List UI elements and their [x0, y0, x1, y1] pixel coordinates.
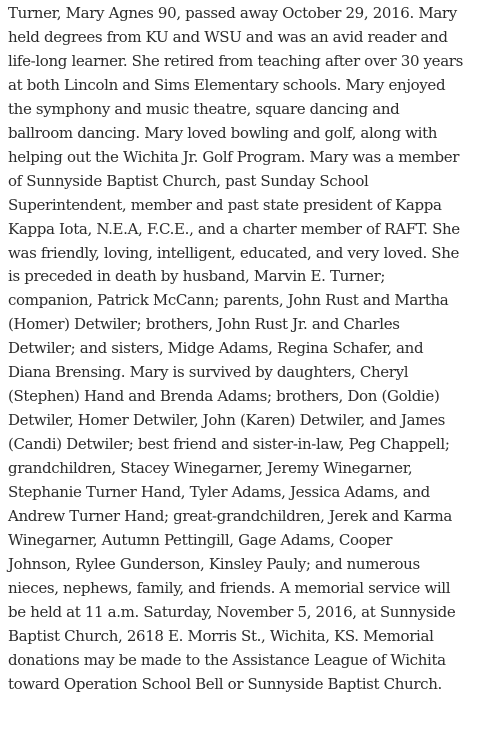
obituary-line: Kappa Iota, N.E.A, F.C.E., and a charter member of RAFT. She — [8, 219, 460, 238]
obituary-line: (Homer) Detwiler; brothers, John Rust Jr. and Charles — [8, 315, 400, 334]
obituary-line: toward Operation School Bell or Sunnyside Baptist Church. — [8, 674, 442, 693]
obituary-line: Diana Brensing. Mary is survived by daughters, Cheryl — [8, 363, 409, 382]
obituary-line: helping out the Wichita Jr. Golf Program. Mary was a member — [8, 147, 460, 166]
obituary-line: Detwiler, Homer Detwiler, John (Karen) Detwiler, and James — [8, 411, 445, 430]
obituary-line: be held at 11 a.m. Saturday, November 5, 2016, at Sunnyside — [8, 602, 456, 621]
obituary-line: life-long learner. She retired from teaching after over 30 years — [8, 51, 463, 70]
obituary-line: Winegarner, Autumn Pettingill, Gage Adams, Cooper — [8, 530, 393, 549]
obituary-line: nieces, nephews, family, and friends. A memorial service will — [8, 578, 451, 597]
obituary-text — [8, 2, 488, 697]
obituary-line: Turner, Mary Agnes 90, passed away October 29, 2016. Mary — [8, 4, 457, 22]
obituary-line: (Candi) Detwiler; best friend and sister-in-law, Peg Chappell; — [8, 435, 450, 454]
obituary-line: held degrees from KU and WSU and was an avid reader and — [8, 27, 448, 46]
obituary-line: Andrew Turner Hand; great-grandchildren, Jerek and Karma — [8, 507, 452, 526]
obituary-line: (Stephen) Hand and Brenda Adams; brothers, Don (Goldie) — [8, 387, 440, 406]
obituary-line: of Sunnyside Baptist Church, past Sunday School — [8, 171, 369, 190]
obituary-line: companion, Patrick McCann; parents, John Rust and Martha — [8, 291, 449, 310]
obituary-line: grandchildren, Stacey Winegarner, Jeremy Winegarner, — [8, 459, 413, 478]
obituary-line: donations may be made to the Assistance League of Wichita — [8, 650, 446, 669]
obituary-line: is preceded in death by husband, Marvin E. Turner; — [8, 267, 386, 286]
obituary-line: Johnson, Rylee Gunderson, Kinsley Pauly; and numerous — [8, 554, 420, 573]
obituary-line: was friendly, loving, intelligent, educated, and very loved. She — [8, 243, 460, 262]
obituary-line: Detwiler; and sisters, Midge Adams, Regina Schafer, and — [8, 339, 424, 358]
obituary-line: ballroom dancing. Mary loved bowling and golf, along with — [8, 123, 438, 142]
obituary-line: the symphony and music theatre, square dancing and — [8, 99, 400, 118]
obituary-line: Stephanie Turner Hand, Tyler Adams, Jessica Adams, and — [8, 483, 430, 502]
obituary-line: Superintendent, member and past state president of Kappa — [8, 195, 442, 214]
obituary-line: Baptist Church, 2618 E. Morris St., Wichita, KS. Memorial — [8, 626, 434, 645]
obituary-line: at both Lincoln and Sims Elementary schools. Mary enjoyed — [8, 75, 446, 94]
